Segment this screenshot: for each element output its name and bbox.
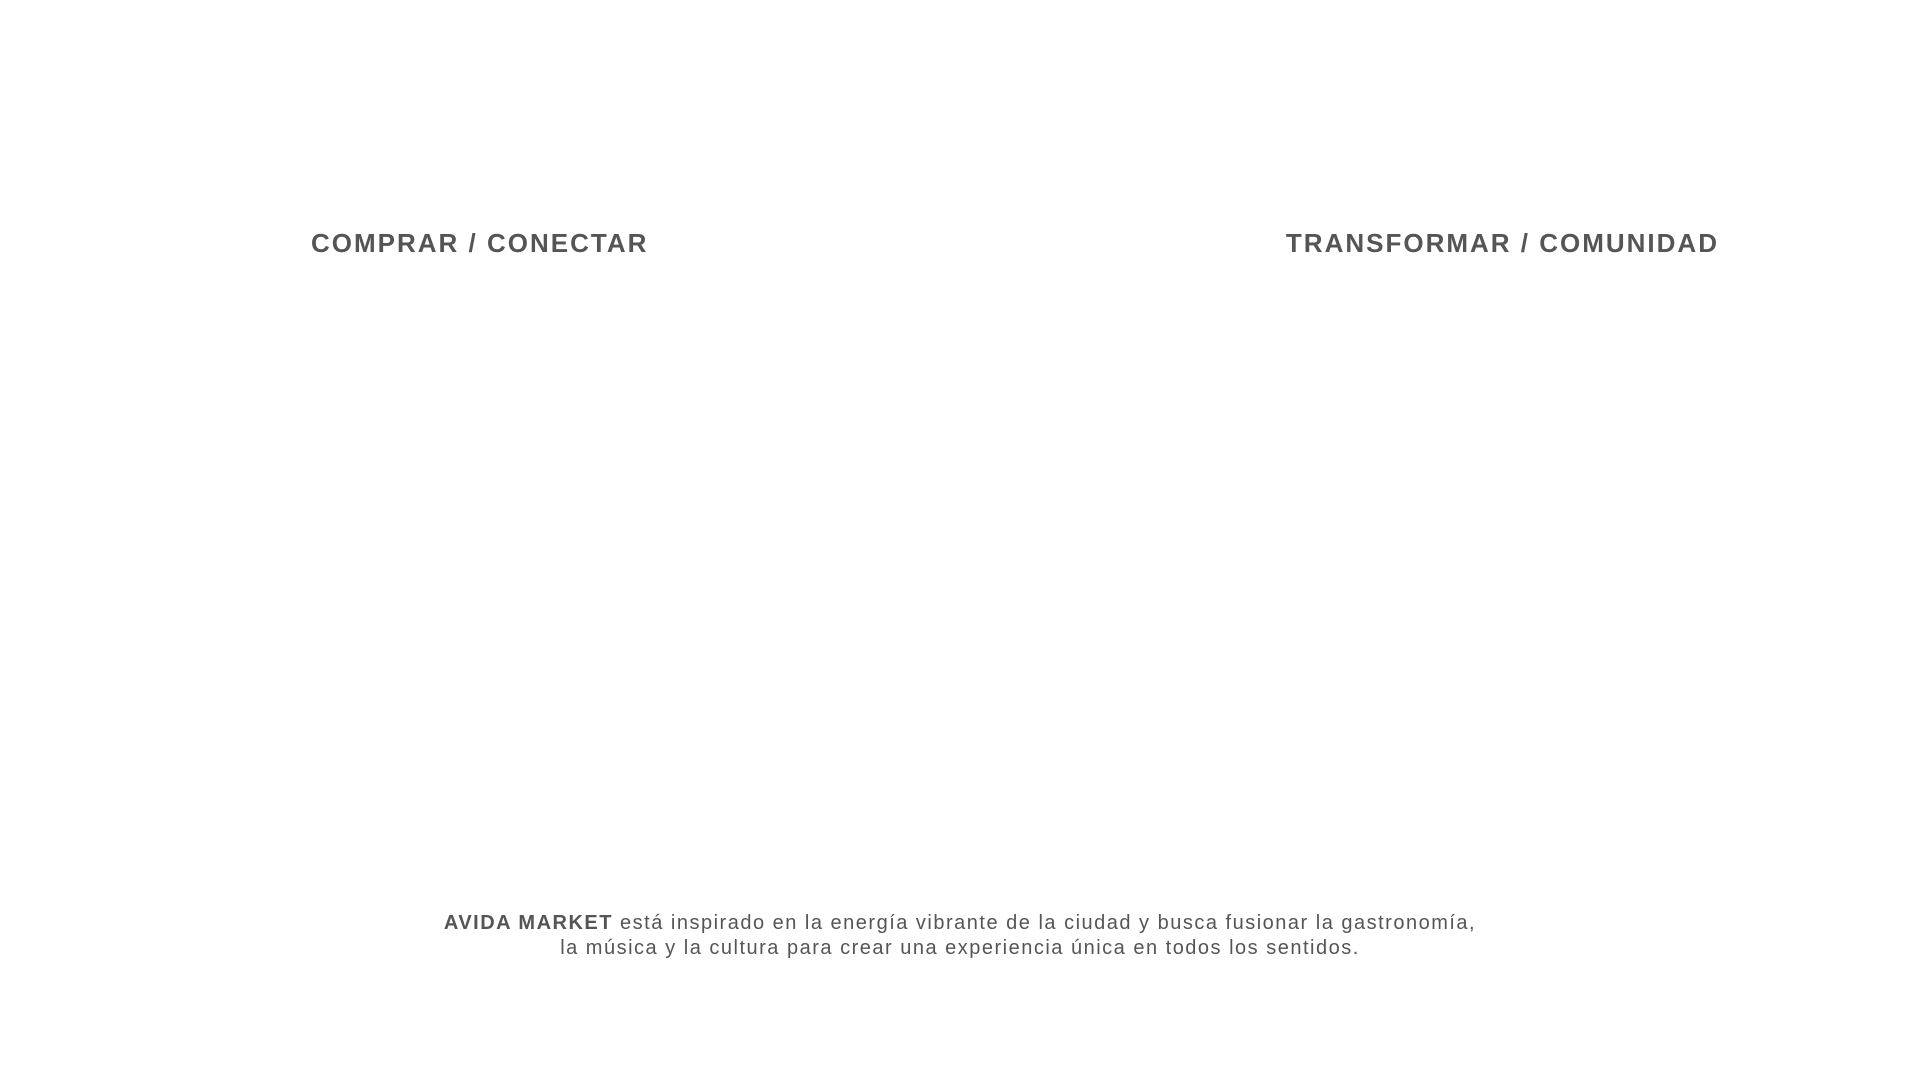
- description-line-1: está inspirado en la energía vibrante de la ciudad y busca fusionar la gastronomía,: [612, 912, 1477, 934]
- description-line-2: la música y la cultura para crear una experiencia única en todos los sentidos.: [560, 937, 1360, 959]
- heading-comprar-conectar: COMPRAR / CONECTAR: [311, 228, 649, 258]
- brand-name: AVIDA MARKET: [443, 912, 613, 934]
- brand-description: [0, 911, 1920, 961]
- heading-transformar-comunidad: TRANSFORMAR / COMUNIDAD: [1285, 228, 1719, 258]
